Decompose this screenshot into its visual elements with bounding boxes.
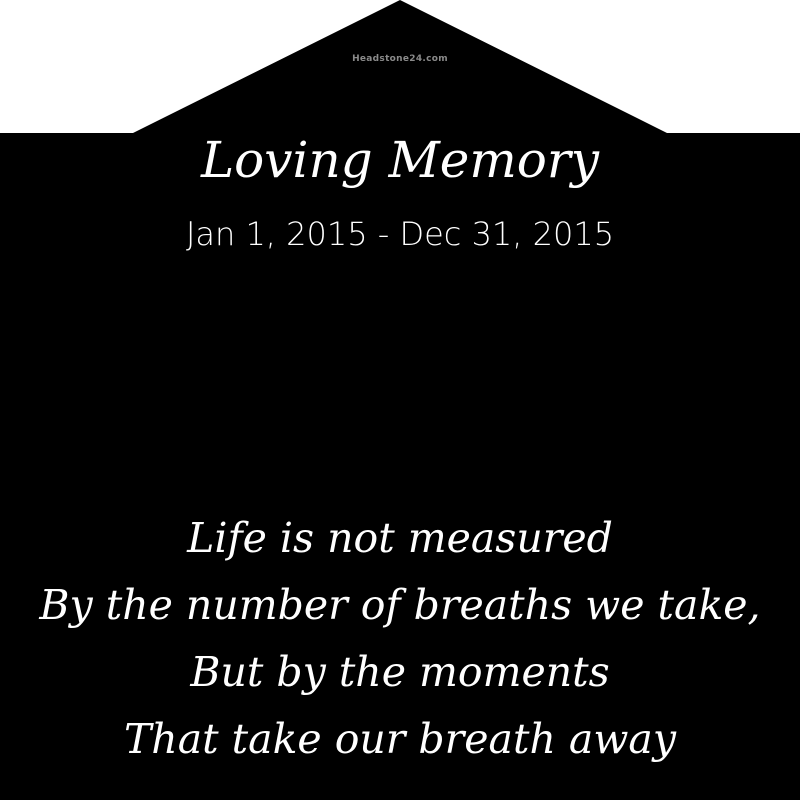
- watermark-text: Headstone24.com: [352, 54, 448, 64]
- headstone-title: Loving Memory: [200, 131, 600, 189]
- epitaph-verse: [0, 505, 800, 773]
- epitaph-line-1: Life is not measured: [187, 514, 613, 562]
- headstone-dates: Jan 1, 2015 - Dec 31, 2015: [185, 215, 615, 253]
- epitaph-line-4: That take our breath away: [123, 715, 677, 763]
- epitaph-line-3: But by the moments: [190, 648, 610, 696]
- epitaph-line-2: By the number of breaths we take,: [39, 581, 761, 629]
